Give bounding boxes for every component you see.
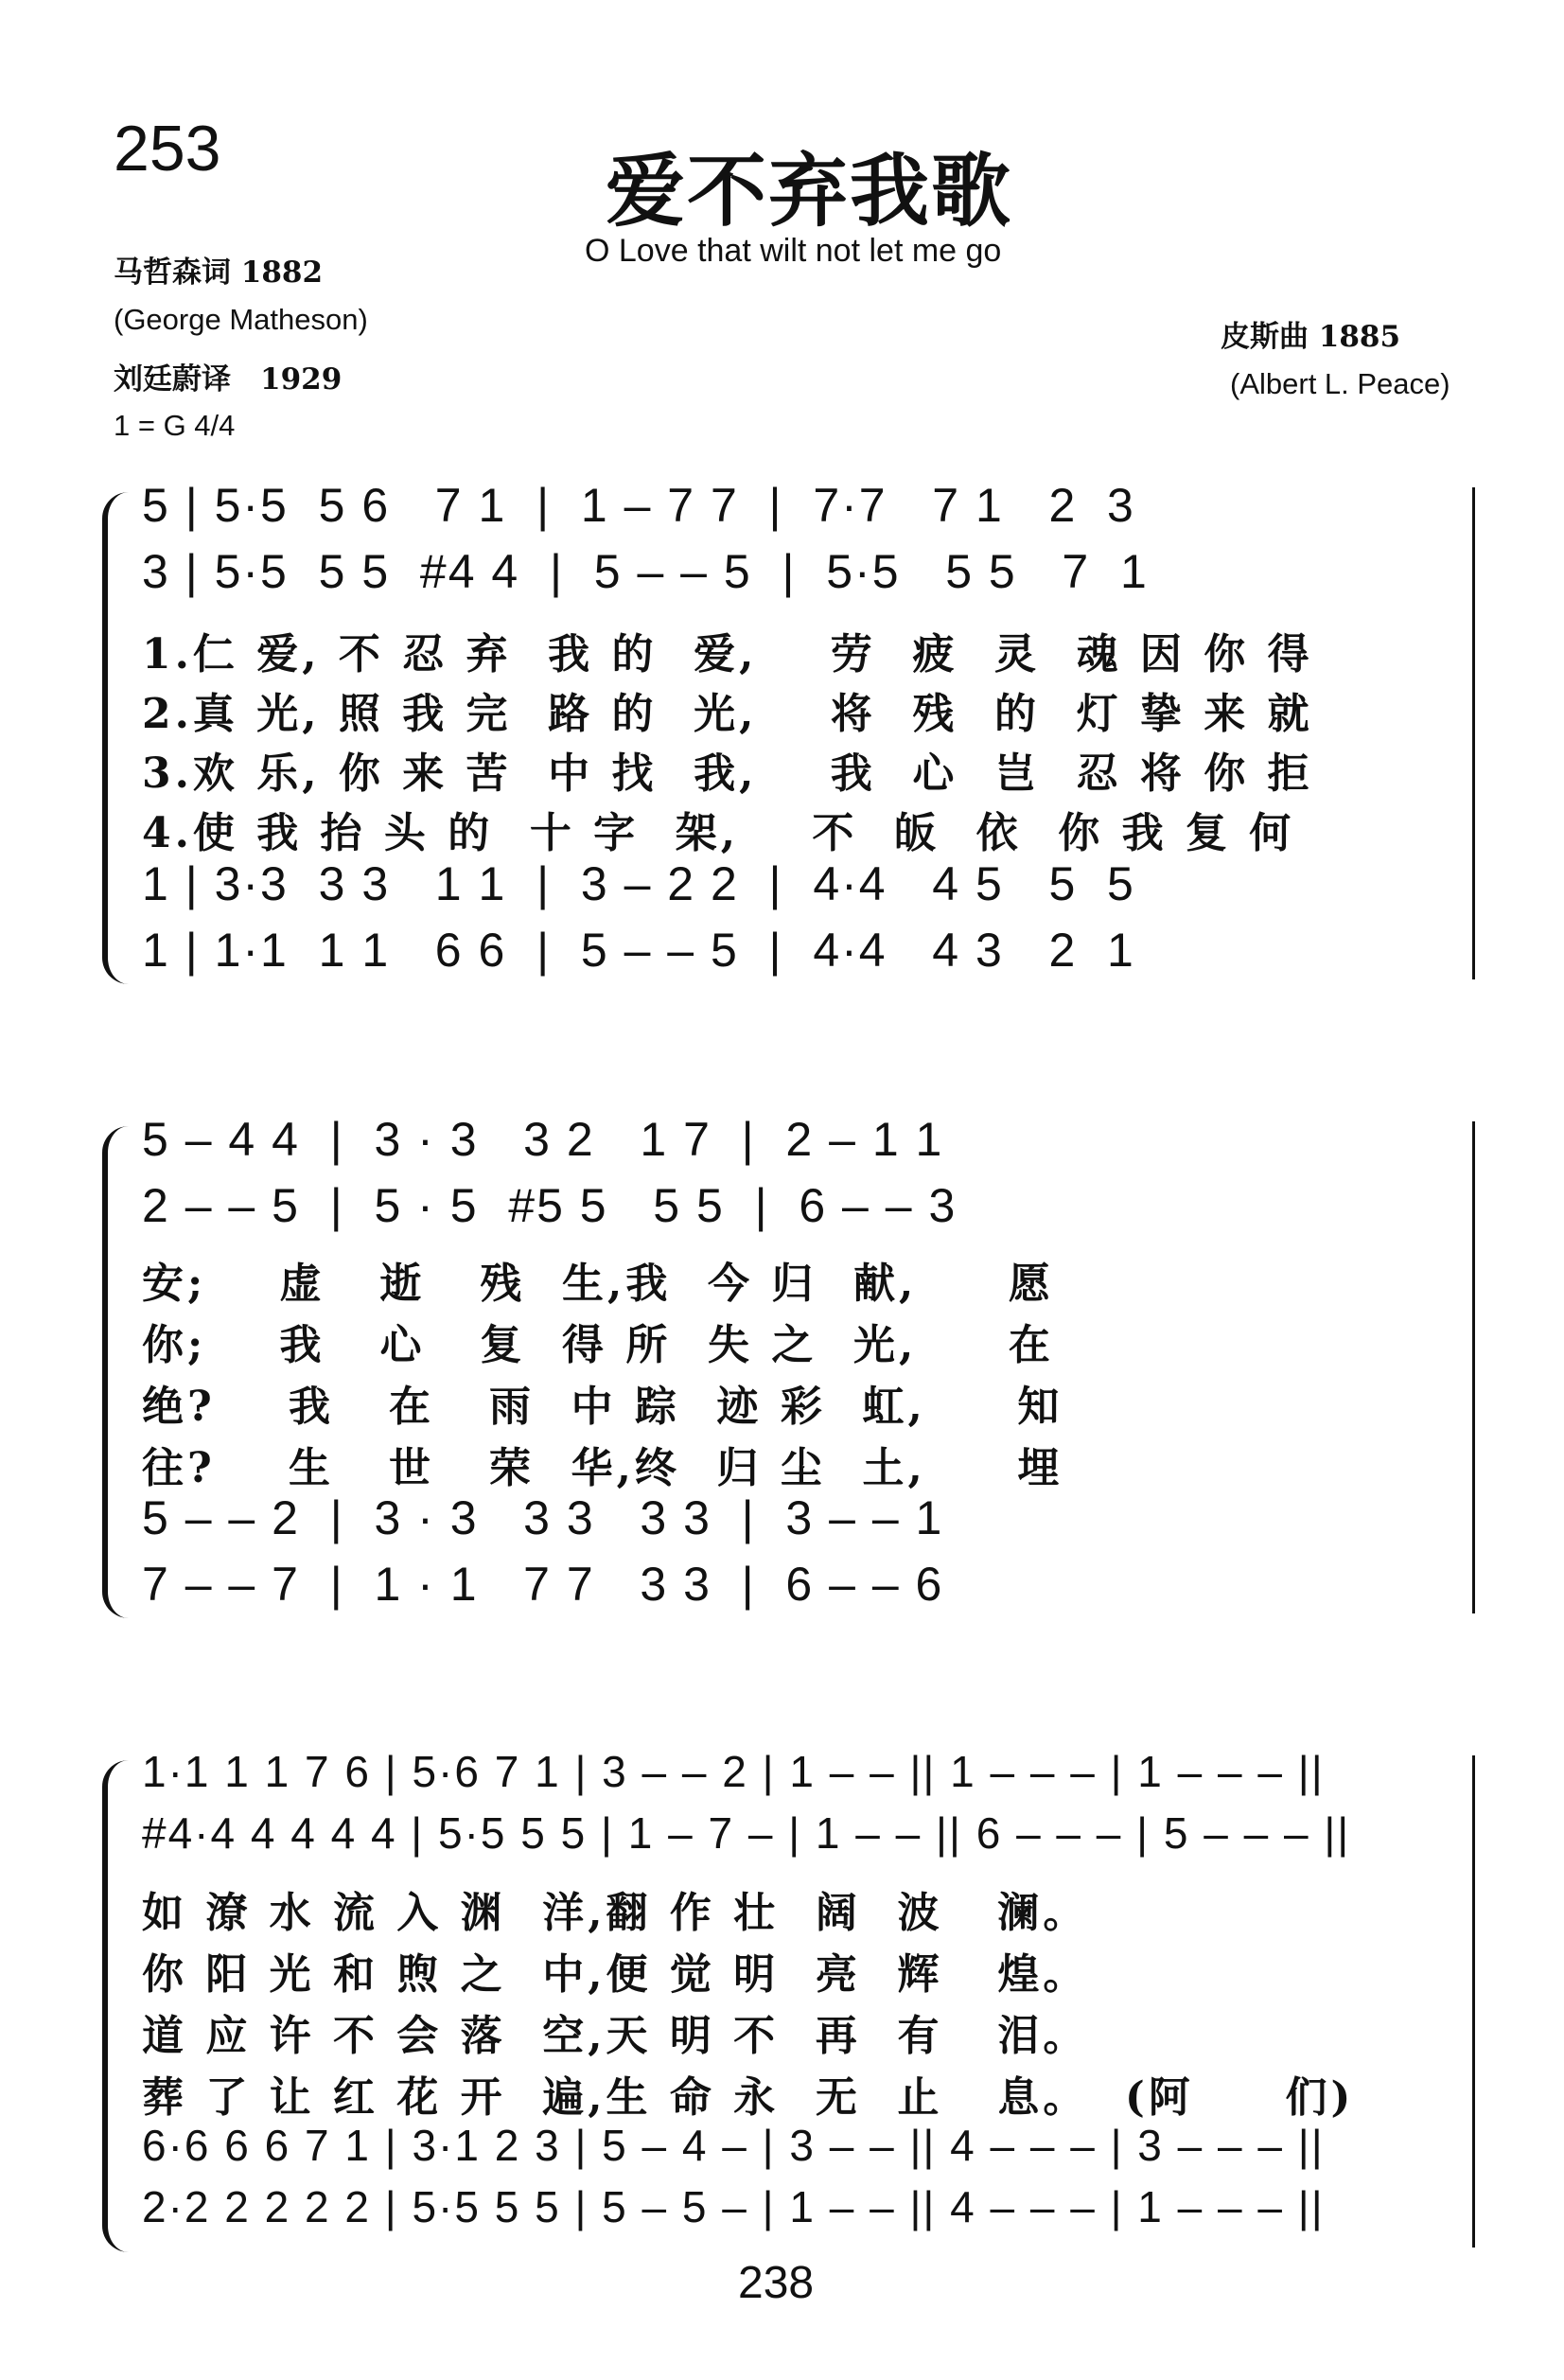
alto-line: 3 | 5·5 5 5 #4 4 | 5 – – 5 | 5·5 5 5 7 1 bbox=[142, 545, 1149, 598]
lyric-verse-4: 葬 了 让 红 花 开 遍,生 命 永 无 止 息。 (阿 们) bbox=[142, 2073, 1355, 2122]
tenor-line: 5 – – 2 | 3 · 3 3 3 3 3 | 3 – – 1 bbox=[142, 1491, 944, 1544]
lyric-verse-4: 4.使 我 抬 头 的 十 字 架, 不 皈 依 你 我 复 何 bbox=[142, 809, 1295, 857]
lyric-verse-2: 你 阳 光 和 煦 之 中,便 觉 明 亮 辉 煌。 bbox=[142, 1950, 1089, 1999]
barline bbox=[1472, 487, 1475, 979]
hymn-title: 爱不弃我歌 bbox=[606, 145, 1013, 238]
composer-english-name: (Albert L. Peace) bbox=[1230, 367, 1450, 400]
barline bbox=[1472, 1121, 1475, 1613]
lyric-verse-3: 道 应 许 不 会 落 空,天 明 不 再 有 泪。 bbox=[142, 2012, 1089, 2060]
translator-credit: 刘廷蔚译 1929 bbox=[114, 362, 343, 397]
lyric-verse-2: 2.真 光, 照 我 完 路 的 光, 将 残 的 灯 挚 来 就 bbox=[142, 690, 1313, 738]
key-signature: 1 = G 4/4 bbox=[114, 409, 236, 442]
system-brace bbox=[102, 1760, 129, 2252]
bass-line: 2·2 2 2 2 2 | 5·5 5 5 | 5 – 5 – | 1 – – || 4 – – – | 1 – – – || bbox=[142, 2182, 1325, 2231]
system-brace bbox=[102, 1126, 129, 1618]
lyric-verse-3: 绝? 我 在 雨 中 踪 迹 彩 虹, 知 bbox=[142, 1383, 1063, 1431]
lyric-verse-3: 3.欢 乐, 你 来 苦 中 找 我, 我 心 岂 忍 将 你 拒 bbox=[142, 749, 1313, 798]
hymn-number: 253 bbox=[114, 113, 221, 185]
alto-line: #4·4 4 4 4 4 | 5·5 5 5 | 1 – 7 – | 1 – – || 6 – – – | 5 – – – || bbox=[142, 1808, 1351, 1858]
alto-line: 2 – – 5 | 5 · 5 #5 5 5 5 | 6 – – 3 bbox=[142, 1179, 958, 1232]
page-number: 238 bbox=[738, 2258, 815, 2308]
lyricist-credit: 马哲森词 1882 bbox=[114, 256, 324, 290]
lyricist-english-name: (George Matheson) bbox=[114, 303, 368, 336]
lyric-verse-2: 你; 我 心 复 得 所 失 之 光, 在 bbox=[142, 1321, 1054, 1369]
barline bbox=[1472, 1755, 1475, 2248]
lyric-verse-1: 1.仁 爱, 不 忍 弃 我 的 爱, 劳 疲 灵 魂 因 你 得 bbox=[142, 630, 1313, 679]
soprano-line: 5 | 5·5 5 6 7 1 | 1 – 7 7 | 7·7 7 1 2 3 bbox=[142, 479, 1135, 532]
soprano-line: 5 – 4 4 | 3 · 3 3 2 1 7 | 2 – 1 1 bbox=[142, 1113, 944, 1166]
composer-credit: 皮斯曲 1885 bbox=[1221, 320, 1401, 354]
lyric-verse-1: 安; 虚 逝 残 生,我 今 归 献, 愿 bbox=[142, 1260, 1054, 1308]
lyric-verse-1: 如 潦 水 流 入 渊 洋,翻 作 壮 阔 波 澜。 bbox=[142, 1889, 1089, 1937]
tenor-line: 1 | 3·3 3 3 1 1 | 3 – 2 2 | 4·4 4 5 5 5 bbox=[142, 857, 1135, 910]
system-brace bbox=[102, 492, 129, 984]
bass-line: 1 | 1·1 1 1 6 6 | 5 – – 5 | 4·4 4 3 2 1 bbox=[142, 924, 1135, 977]
soprano-line: 1·1 1 1 7 6 | 5·6 7 1 | 3 – – 2 | 1 – – || 1 – – – | 1 – – – || bbox=[142, 1747, 1325, 1796]
tenor-line: 6·6 6 6 7 1 | 3·1 2 3 | 5 – 4 – | 3 – – || 4 – – – | 3 – – – || bbox=[142, 2121, 1325, 2170]
hymn-title-english: O Love that wilt not let me go bbox=[585, 233, 1002, 269]
bass-line: 7 – – 7 | 1 · 1 7 7 3 3 | 6 – – 6 bbox=[142, 1558, 944, 1611]
lyric-verse-4: 往? 生 世 荣 华,终 归 尘 土, 埋 bbox=[142, 1444, 1063, 1492]
